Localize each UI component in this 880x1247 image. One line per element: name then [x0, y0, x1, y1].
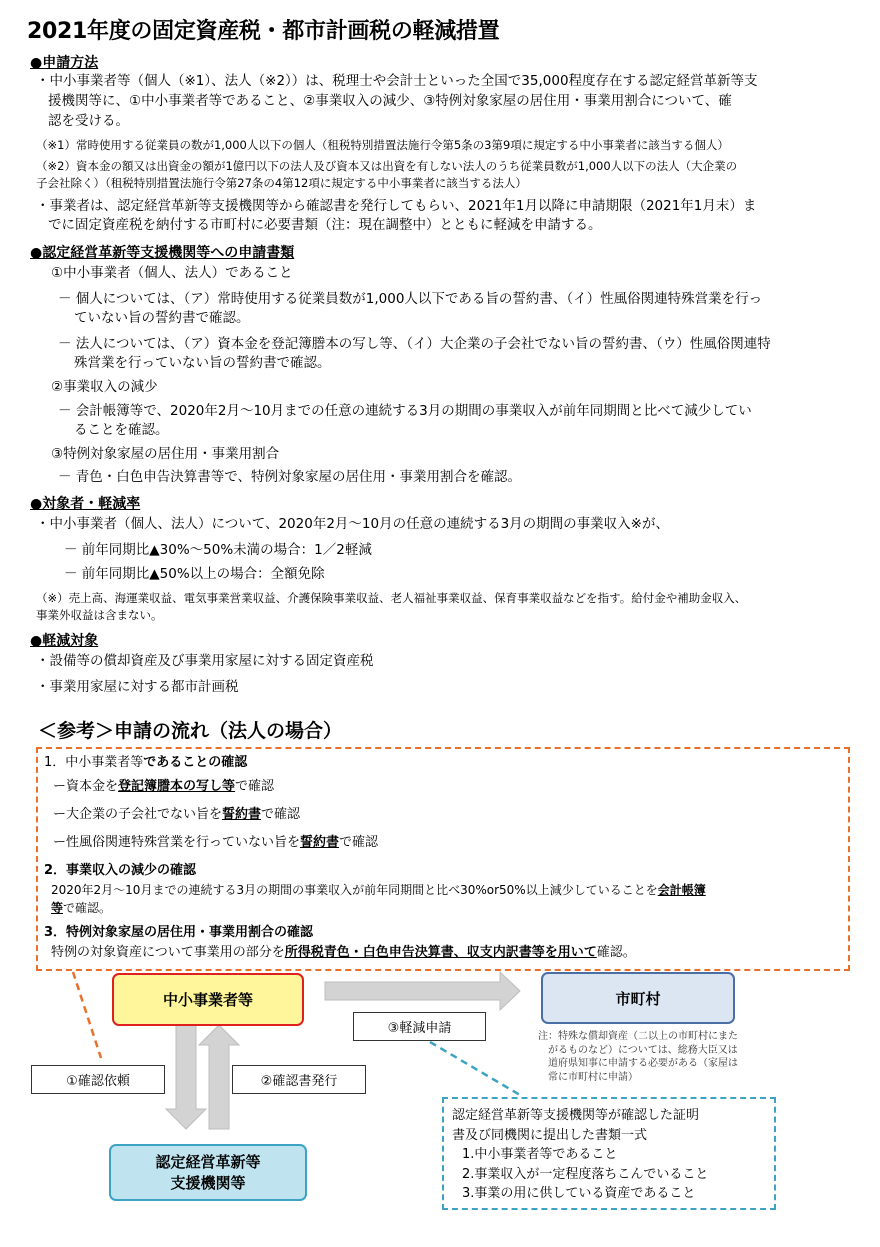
- box-row: ー大企業の子会社でない旨を誓約書で確認: [53, 807, 301, 822]
- box-row: ー資本金を登記簿謄本の写し等で確認: [53, 779, 275, 794]
- sme-node: 中小事業者等: [112, 973, 304, 1026]
- list-item: ①中小事業者（個人、法人）であること: [51, 265, 293, 281]
- section-heading-application-method: ●申請方法: [30, 55, 99, 71]
- section-heading-scope: ●軽減対象: [30, 633, 99, 649]
- apply-label: ③軽減申請: [353, 1012, 486, 1041]
- support-agency-node: 認定経営革新等 支援機関等: [109, 1144, 307, 1201]
- issue-confirm-label: ②確認書発行: [232, 1065, 366, 1094]
- bullet-text: ・中小事業者（個人、法人）について、2020年2月～10月の任意の連続する3月の期間の事業収入※が、: [36, 516, 669, 532]
- city-node: 市町村: [541, 972, 735, 1024]
- box-row: ー性風俗関連特殊営業を行っていない旨を誓約書で確認: [53, 835, 379, 850]
- note-text: （※1）常時使用する従業員の数が1,000人以下の個人（租税特別措置法施行令第5条の3第9項に規定する中小事業者に該当する個人）: [36, 138, 729, 152]
- list-item: － 会計帳簿等で、2020年2月～10月までの任意の連続する3月の期間の事業収入が前年同期間と比べて減少してい: [58, 403, 752, 419]
- list-item: ていない旨の誓約書で確認。: [74, 310, 250, 326]
- note-text: （※2）資本金の額又は出資金の額が1億円以下の法人及び資本又は出資を有しない法人のうち従業員数が1,000人以下の法人（大企業の: [36, 159, 738, 173]
- reference-title: ＜参考＞申請の流れ（法人の場合）: [38, 720, 343, 742]
- box-row: 特例の対象資産について事業用の部分を所得税青色・白色申告決算書、収支内訳書等を用いて確認。: [51, 945, 636, 960]
- list-item: 殊営業を行っていない旨の誓約書で確認。: [74, 355, 331, 371]
- bullet-text: 認を受ける。: [48, 113, 129, 129]
- box-heading-3: 3．特例対象家屋の居住用・事業用割合の確認: [44, 925, 314, 940]
- section-heading-documents: ●認定経営革新等支援機関等への申請書類: [30, 245, 295, 261]
- list-item: － 法人については、（ア）資本金を登記簿謄本の写し等、（イ）大企業の子会社でない旨の誓約書、（ウ）性風俗関連特: [58, 336, 771, 352]
- rate-item: － 前年同期比▲30%～50%未満の場合：1／2軽減: [64, 542, 372, 558]
- box-heading-2: 2．事業収入の減少の確認: [44, 863, 197, 878]
- list-item: － 個人については、（ア）常時使用する従業員数が1,000人以下である旨の誓約書、（イ）性風俗関連特殊営業を行っ: [58, 291, 763, 307]
- submitted-documents-box: 認定経営革新等支援機関等が確認した証明 書及び同機関に提出した書類一式 1.中小事業者等であること 2.事業収入が一定程度落ちこんでいること 3.事業の用に供している資産であること: [442, 1097, 776, 1210]
- note-text: 事業外収益は含まない。: [36, 608, 163, 622]
- list-item: ることを確認。: [74, 422, 169, 438]
- right-arrow-icon: [325, 972, 520, 1010]
- bullet-text: 援機関等に、①中小事業者等であること、②事業収入の減少、③特例対象家屋の居住用・事業用割合について、確: [48, 93, 732, 109]
- box-row: 等で確認。: [51, 901, 112, 915]
- down-arrow-icon: [166, 1025, 206, 1129]
- teal-dashed-connector: [430, 1042, 520, 1095]
- bullet-text: ・中小事業者等（個人（※1）、法人（※2））は、税理士や会計士といった全国で35,000程度存在する認定経営革新等支: [36, 73, 758, 89]
- bullet-text: でに固定資産税を納付する市町村に必要書類（注：現在調整中）とともに軽減を申請する。: [48, 217, 602, 233]
- bullet-text: ・事業者は、認定経営革新等支援機関等から確認書を発行してもらい、2021年1月以降に申請期限（2021年1月末）ま: [36, 198, 757, 214]
- bullet-text: ・事業用家屋に対する都市計画税: [36, 679, 239, 695]
- bullet-text: ・設備等の償却資産及び事業用家屋に対する固定資産税: [36, 653, 374, 669]
- rate-item: － 前年同期比▲50%以上の場合：全額免除: [64, 566, 325, 582]
- request-confirm-label: ①確認依頼: [31, 1065, 165, 1094]
- page-title: 2021年度の固定資産税・都市計画税の軽減措置: [27, 19, 500, 44]
- list-item: ③特例対象家屋の居住用・事業用割合: [51, 446, 280, 462]
- city-note: 注：特殊な償却資産（二以上の市町村にまた がるものなど）については、総務大臣又は 道府県知事に申請する必要がある（家屋は 常に市町村に申請）: [538, 1031, 738, 1083]
- list-item: ②事業収入の減少: [51, 379, 158, 395]
- note-text: 子会社除く）（租税特別措置法施行令第27条の4第12項に規定する中小事業者に該当する法人）: [36, 176, 527, 190]
- box-heading-1: 1．中小事業者等であることの確認: [44, 755, 248, 770]
- list-item: － 青色・白色申告決算書等で、特例対象家屋の居住用・事業用割合を確認。: [58, 469, 522, 485]
- note-text: （※）売上高、海運業収益、電気事業営業収益、介護保険事業収益、老人福祉事業収益、保育事業収益などを指す。給付金や補助金収入、: [36, 591, 747, 605]
- orange-dashed-connector: [73, 972, 101, 1058]
- section-heading-target: ●対象者・軽減率: [30, 496, 141, 512]
- box-row: 2020年2月～10月までの連続する3月の期間の事業収入が前年同期間と比べ30%or50%以上減少していることを会計帳簿: [51, 883, 706, 897]
